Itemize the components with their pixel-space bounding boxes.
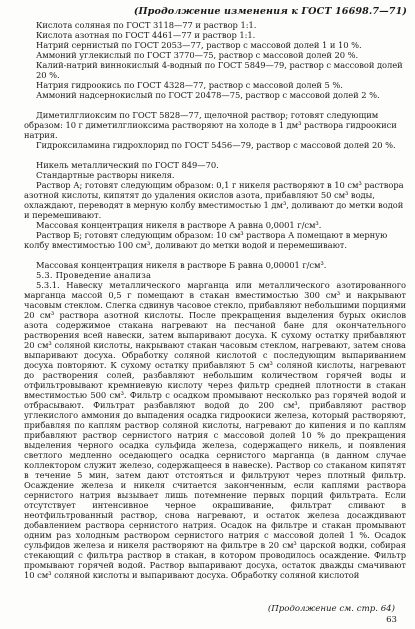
line-na2s-text: Натрий сернистый по ГОСТ 2053—77, раствор с массовой долей 1 и 10 %. <box>36 40 362 50</box>
line-nickel-metal-text: Никель металлический по ГОСТ 849—70. <box>36 160 219 170</box>
paragraph-solution-b <box>24 230 406 250</box>
section-heading-analysis <box>36 270 151 280</box>
paragraph-solution-b-text: Раствор Б; готовят следующим образом: 10 см³ раствора А помещают в мерную колбу вместимостью 100 см³, доливают до метки водой и перемешивают. <box>24 230 388 250</box>
line-standard-solutions <box>36 170 174 180</box>
line-hno3-text: Кислота азотная по ГОСТ 4461—77 и раствор 1:1. <box>36 30 256 40</box>
line-standard-solutions-text: Стандартные растворы никеля. <box>36 170 175 180</box>
line-hydroxylamine-text: Гидроксиламина гидрохлорид по ГОСТ 5456—79, раствор с массовой долей 20 %. <box>36 140 396 150</box>
line-tartrate <box>36 60 406 80</box>
line-nickel-metal <box>36 160 219 170</box>
line-ammonium-carbonate <box>36 50 358 60</box>
paragraph-solution-a-text: Раствор А; готовят следующим образом: 0,1 г никеля растворяют в 10 см³ раствора азотной кислоты, кипятят до удаления окислов азота, прибавляют 50 см³ воды, охлаждают, переводят в мерную колбу вместимостью 1 дм³, доливают до метки водой и перемешивают. <box>24 180 404 220</box>
line-hcl <box>36 20 256 30</box>
continuation-note: (Продолжение см. стр. 64) <box>267 604 395 614</box>
line-solution-a-concentration-text: Массовая концентрация никеля в растворе А равна 0,0001 г/см³. <box>36 220 322 230</box>
line-solution-b-concentration <box>36 260 326 270</box>
line-na2s <box>36 40 362 50</box>
page-number: 63 <box>386 615 397 625</box>
line-dimethylglyoxime <box>24 110 406 140</box>
line-hcl-text: Кислота соляная по ГОСТ 3118—77 и раствор 1:1. <box>36 20 257 30</box>
paragraph-procedure <box>24 280 406 580</box>
paragraph-solution-a <box>24 180 406 220</box>
line-solution-b-concentration-text: Массовая концентрация никеля в растворе Б равна 0,00001 г/см³. <box>36 260 327 270</box>
line-hydroxylamine <box>24 140 406 150</box>
line-persulfate <box>36 90 406 100</box>
line-solution-a-concentration <box>36 220 321 230</box>
line-naoh-text: Натрия гидроокись по ГОСТ 4328—77, раствор с массовой долей 5 %. <box>36 80 343 90</box>
page-header: (Продолжение изменения к ГОСТ 16698.7—71) <box>133 6 407 17</box>
section-heading-analysis-text: 5.3. Проведение анализа <box>36 270 152 280</box>
line-persulfate-text: Аммоний надсернокислый по ГОСТ 20478—75, раствор с массовой долей 2 %. <box>36 90 380 100</box>
line-dimethylglyoxime-text: Диметилглиоксим по ГОСТ 5828—77, щелочной раствор; готовят следующим образом: 10 г диметилглиоксима растворяют на холоде в 1 дм³ раствора гидроокиси натрия. <box>24 110 397 140</box>
line-hno3 <box>36 30 255 40</box>
line-tartrate-text: Калий-натрий виннокислый 4-водный по ГОСТ 5849—79, раствор с массовой долей 20 %. <box>36 60 403 80</box>
paragraph-procedure-text: 5.3.1. Навеску металлического марганца или металлического азотированного марганца массой 0,5 г помещают в стакан вместимостью 300 см³ и накрывают часовым стеклом. Слегка сдвинув часовое стекло, прибавляют небольшими порциями 20 см³ раствора азотной кислоты. После прекращения выделения бурых окислов азота содержимое стакана нагревают на песчаной бане для окончательного растворения всей навески, затем выпаривают досуха. К сухому остатку прибавляют 20 см³ соляной кислоты, накрывают стакан часовым стеклом, нагревают, затем снова выпаривают досуха. Обработку соляной кислотой с последующим выпариванием досуха повторяют. К сухому остатку прибавляют 5 см³ соляной кислоты, нагревают до растворения солей, разбавляют небольшим количеством горячей воды и отфильтровывают кремниевую кислоту через фильтр средней плотности в стакан вместимостью 500 см³. Фильтр с осадком промывают несколько раз горячей водой и отбрасывают. Фильтрат разбавляют водой до 200 см³, прибавляют раствор углекислого аммония до выпадения осадка гидроокиси железа, который растворяют, прибавляя по каплям раствор соляной кислоты, нагревают до кипения и по каплям прибавляют раствор сернистого натрия с массовой долей 10 % до прекращения выделения черного осадка сульфида железа, содержащего никель, и появления светлого медленно оседающего осадка сернистого марганца (в данном случае коллектором служит железо, содержащееся в навеске). Раствор со стаканом кипятят в течение 5 мин, затем дают отстояться и фильтруют через плотный фильтр. Осаждение железа и никеля считается законченным, если каплями раствора сернистого натрия вызывает лишь потемнение первых порций фильтрата. Если отсутствует интенсивное черное окрашивание, фильтрат сливают в неотфильтрованный раствор, снова нагревают, и остаток железа досаждивают добавлением раствора сернистого натрия. Осадок на фильтре и стакан промывают одним раз холодным раствором сернистого натрия с массовой долей 1 %. Осадок сульфидов железа и никеля растворяют на фильтре в 20 см³ царской водки, собирая стекающий с фильтра раствор в стакан, в котором проводилось осаждение. Фильтр промывают горячей водой. Раствор выпаривают досуха, остаток дважды смачивают 10 см³ соляной кислоты и выпаривают досуха. Обработку соляной кислотой <box>24 280 406 580</box>
line-ammonium-carbonate-text: Аммоний углекислый по ГОСТ 3770—75, раствор с массовой долей 20 %. <box>36 50 359 60</box>
line-naoh <box>36 80 343 90</box>
